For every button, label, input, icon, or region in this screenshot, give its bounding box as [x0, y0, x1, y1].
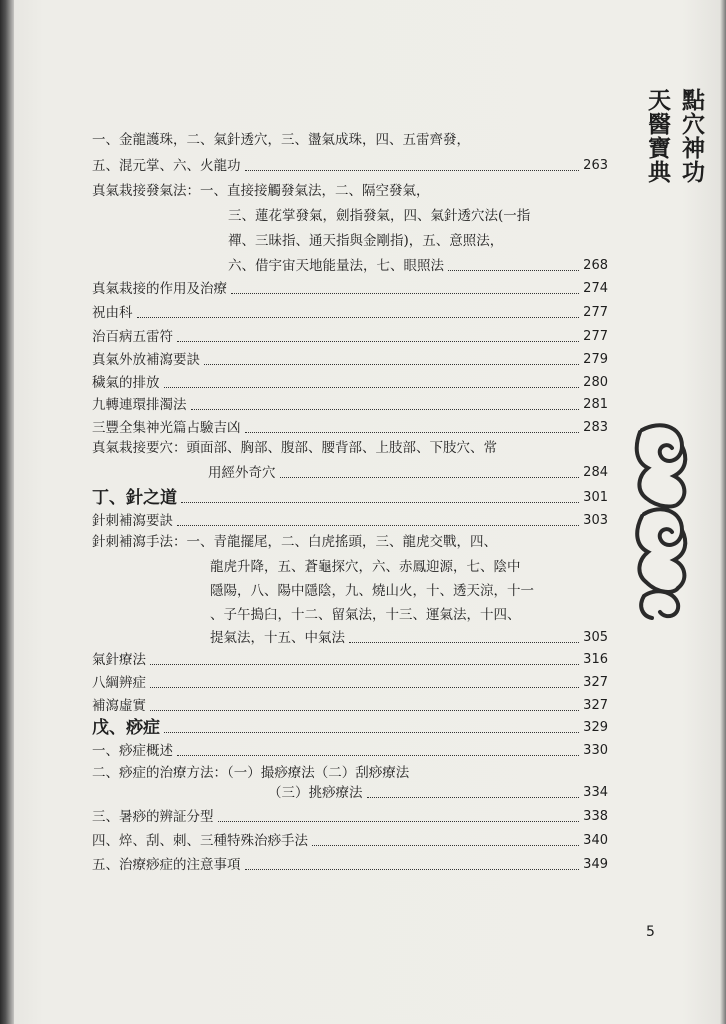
toc-entry-title: 龍虎升降，五、蒼龜探穴，六、赤鳳迎源，七、陰中	[210, 559, 521, 575]
toc-entry-title: 祝由科	[92, 305, 133, 321]
toc-entry-page: 330	[583, 743, 608, 758]
toc-entry	[208, 463, 608, 483]
toc-entry-page: 277	[583, 305, 608, 320]
toc-entry-page: 340	[583, 833, 608, 848]
toc-entry	[92, 718, 608, 738]
toc-entry-page: 268	[583, 258, 608, 273]
toc-entry-title: 戊、痧症	[92, 718, 160, 738]
toc-entry-title: 穢氣的排放	[92, 375, 160, 391]
book-title-right-column: 點穴神功	[678, 88, 705, 184]
toc-entry	[92, 303, 608, 323]
toc-entry	[228, 231, 503, 251]
toc-entry	[210, 605, 521, 625]
toc-entry-page: 277	[583, 329, 608, 344]
toc-entry-page: 301	[583, 490, 608, 505]
toc-entry-page: 281	[583, 397, 608, 412]
toc-entry-title: 二、痧症的治療方法：（一）撮痧療法（二）刮痧療法	[92, 765, 410, 781]
toc-entry	[92, 673, 608, 693]
toc-leader-dots	[137, 316, 580, 318]
toc-leader-dots	[349, 641, 579, 643]
toc-entry-page: 349	[583, 857, 608, 872]
toc-entry-page: 283	[583, 420, 608, 435]
page-number: 5	[646, 924, 655, 940]
toc-entry-title: 五、治療痧症的注意事項	[92, 857, 241, 873]
book-title-left-column: 天醫寶典	[644, 88, 671, 184]
toc-entry-title: 真氣栽接的作用及治療	[92, 281, 227, 297]
toc-entry	[92, 807, 608, 827]
toc-leader-dots	[280, 476, 580, 478]
toc-entry	[92, 130, 470, 150]
toc-entry-title: 隱陽，八、陽中隱陰，九、燒山火，十、透天涼，十一	[210, 583, 534, 599]
toc-entry-page: 327	[583, 698, 608, 713]
toc-leader-dots	[150, 709, 579, 711]
toc-leader-dots	[177, 754, 579, 756]
toc-entry	[92, 156, 608, 176]
toc-entry-title: （三）挑痧療法	[268, 785, 363, 801]
toc-entry-title: 一、痧症概述	[92, 743, 173, 759]
toc-entry-page: 329	[583, 720, 608, 735]
toc-leader-dots	[218, 820, 580, 822]
toc-leader-dots	[204, 363, 579, 365]
toc-entry	[92, 418, 608, 438]
toc-entry	[228, 256, 608, 276]
toc-entry	[92, 438, 497, 458]
toc-entry	[210, 581, 534, 601]
toc-entry-page: 284	[583, 465, 608, 480]
toc-leader-dots	[177, 524, 579, 526]
toc-entry	[228, 206, 530, 226]
scan-shadow-left	[0, 0, 14, 1024]
toc-leader-dots	[191, 408, 580, 410]
toc-leader-dots	[367, 796, 580, 798]
toc-leader-dots	[312, 844, 579, 846]
toc-leader-dots	[150, 663, 579, 665]
toc-entry	[92, 831, 608, 851]
scan-shadow-right	[720, 0, 726, 1024]
toc-entry	[92, 696, 608, 716]
toc-entry-title: 五、混元掌、六、火龍功	[92, 158, 241, 174]
toc-entry	[92, 373, 608, 393]
toc-leader-dots	[181, 501, 579, 503]
toc-entry-title: 一、金龍護珠，二、氣針透穴，三、盪氣成珠，四、五雷齊發，	[92, 132, 470, 148]
toc-entry-title: 提氣法，十五、中氣法	[210, 630, 345, 646]
toc-entry-page: 280	[583, 375, 608, 390]
toc-leader-dots	[164, 386, 580, 388]
toc-entry-page: 279	[583, 352, 608, 367]
toc-entry	[92, 279, 608, 299]
toc-entry	[92, 327, 608, 347]
toc-entry	[268, 783, 608, 803]
toc-entry	[92, 741, 608, 761]
book-title	[636, 88, 716, 218]
toc-entry-page: 334	[583, 785, 608, 800]
toc-entry-title: 氣針療法	[92, 652, 146, 668]
toc-entry-page: 338	[583, 809, 608, 824]
toc-entry-title: 用經外奇穴	[208, 465, 276, 481]
toc-entry	[92, 181, 430, 201]
toc-leader-dots	[245, 431, 580, 433]
toc-entry-page: 303	[583, 513, 608, 528]
toc-entry-title: 針刺補瀉要訣	[92, 513, 173, 529]
toc-entry-page: 274	[583, 281, 608, 296]
toc-entry-title: 補瀉虛實	[92, 698, 146, 714]
toc-entry	[92, 488, 608, 508]
toc-entry	[92, 650, 608, 670]
toc-leader-dots	[231, 292, 579, 294]
toc-entry	[92, 395, 608, 415]
toc-entry-title: 禪、三昧指、通天指與金剛指)，五、意照法，	[228, 233, 504, 249]
toc-leader-dots	[245, 868, 580, 870]
toc-entry-title: 九轉連環排濁法	[92, 397, 187, 413]
toc-entry	[92, 763, 409, 783]
toc-entry-title: 真氣外放補瀉要訣	[92, 352, 200, 368]
cloud-ornament-icon	[630, 418, 692, 623]
toc-entry-page: 316	[583, 652, 608, 667]
toc-entry-title: 六、借宇宙天地能量法，七、眼照法	[228, 258, 444, 274]
toc-leader-dots	[448, 269, 579, 271]
toc-entry-title: 三豐全集神光篇占驗吉凶	[92, 420, 241, 436]
toc-entry-title: 、子午搗臼，十二、留氣法，十三、運氣法，十四、	[210, 607, 521, 623]
toc-entry	[210, 628, 608, 648]
toc-entry-title: 針刺補瀉手法：一、青龍擺尾，二、白虎搖頭，三、龍虎交戰，四、	[92, 534, 497, 550]
toc-entry	[210, 557, 521, 577]
toc-entry-title: 真氣栽接發氣法：一、直接接觸發氣法，二、隔空發氣，	[92, 183, 430, 199]
toc-leader-dots	[150, 686, 579, 688]
toc-entry	[92, 532, 497, 552]
toc-entry	[92, 350, 608, 370]
toc-entry-page: 327	[583, 675, 608, 690]
toc-entry-title: 三、蓮花掌發氣，劍指發氣，四、氣針透穴法(一指	[228, 208, 531, 224]
toc-entry-title: 治百病五雷符	[92, 329, 173, 345]
toc-leader-dots	[164, 731, 579, 733]
toc-entry-page: 263	[583, 158, 608, 173]
toc-entry-title: 四、焠、刮、刺、三種特殊治痧手法	[92, 833, 308, 849]
toc-entry-page: 305	[583, 630, 608, 645]
toc-leader-dots	[177, 340, 579, 342]
toc-entry-title: 八綱辨症	[92, 675, 146, 691]
toc-entry-title: 真氣栽接要穴：頭面部、胸部、腹部、腰背部、上肢部、下肢穴、常	[92, 440, 497, 456]
toc-entry-title: 丁、針之道	[92, 488, 177, 508]
toc-entry	[92, 855, 608, 875]
toc-leader-dots	[245, 169, 580, 171]
toc-entry-title: 三、暑痧的辨証分型	[92, 809, 214, 825]
toc-entry	[92, 511, 608, 531]
